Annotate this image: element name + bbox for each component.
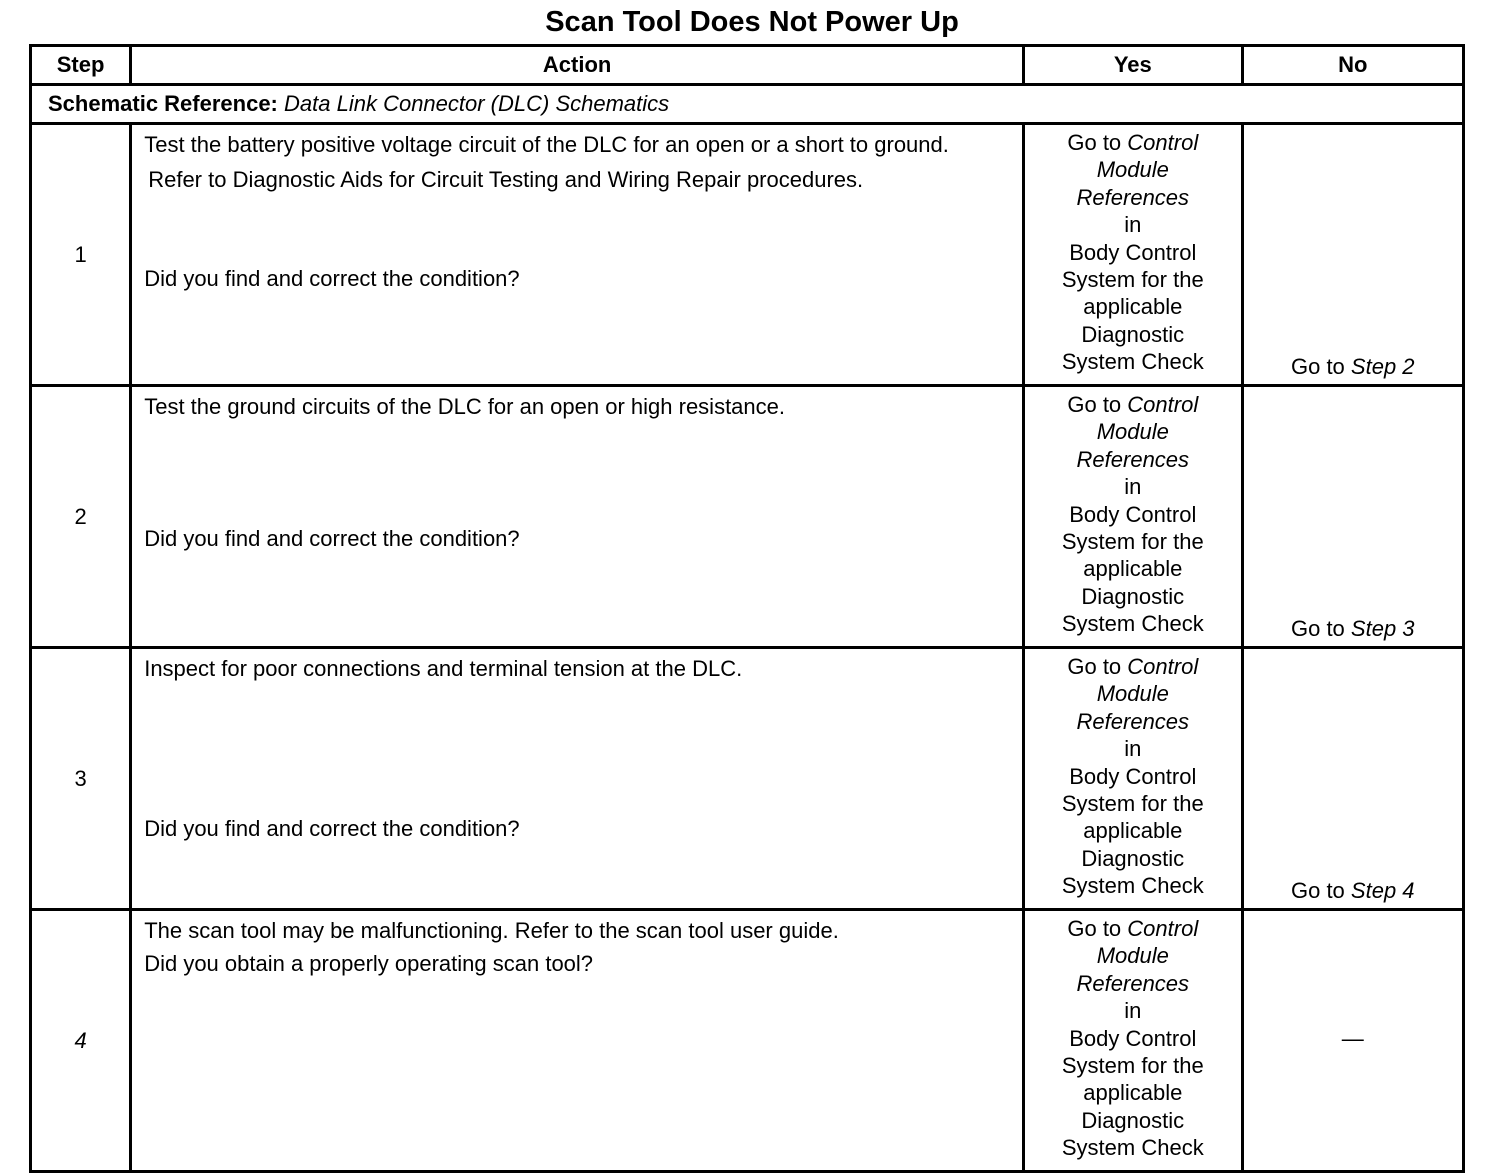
action-question: Did you find and correct the condition?: [144, 816, 520, 841]
yes-system-check: System Check: [1061, 873, 1204, 899]
header-yes: Yes: [1024, 46, 1242, 85]
yes-system-for-the: System for the: [1061, 1053, 1204, 1079]
yes-body-control: Body Control: [1069, 763, 1197, 789]
yes-module-link[interactable]: Module: [1096, 419, 1169, 445]
schematic-label: Schematic Reference:: [48, 91, 278, 116]
yes-body-control: Body Control: [1069, 501, 1197, 527]
action-text: Refer to Diagnostic Aids for Circuit Testing and Wiring Repair procedures.: [148, 167, 864, 192]
yes-control-link[interactable]: Control: [1127, 392, 1199, 417]
yes-module-link[interactable]: Module: [1096, 157, 1169, 183]
yes-applicable: applicable: [1083, 818, 1183, 844]
step-number: 1: [31, 124, 131, 386]
yes-applicable: applicable: [1083, 556, 1183, 582]
yes-system-check: System Check: [1061, 349, 1204, 375]
step-number: 3: [31, 648, 131, 910]
no-step-link[interactable]: Step 2: [1350, 354, 1415, 379]
no-cell: [1242, 648, 1463, 910]
no-dash: —: [1341, 1025, 1364, 1051]
table-row: [31, 386, 1464, 648]
yes-in: in: [1124, 998, 1142, 1024]
yes-system-for-the: System for the: [1061, 529, 1204, 555]
yes-cell: [1024, 386, 1242, 648]
no-step-link[interactable]: Step 4: [1350, 878, 1415, 903]
schematic-reference: [31, 85, 1464, 124]
yes-module-link[interactable]: Module: [1096, 943, 1169, 969]
yes-body-control: Body Control: [1069, 1025, 1197, 1051]
step-number: 2: [31, 386, 131, 648]
yes-system-check: System Check: [1061, 611, 1204, 637]
yes-control-link[interactable]: Control: [1127, 654, 1199, 679]
no-cell: [1242, 124, 1463, 386]
yes-system-for-the: System for the: [1061, 267, 1204, 293]
yes-references-link[interactable]: References: [1076, 708, 1190, 734]
action-cell: [131, 386, 1024, 648]
yes-applicable: applicable: [1083, 294, 1183, 320]
yes-applicable: applicable: [1083, 1080, 1183, 1106]
yes-references-link[interactable]: References: [1076, 184, 1190, 210]
yes-cell: [1024, 124, 1242, 386]
yes-goto: Go to: [1067, 654, 1122, 679]
yes-module-link[interactable]: Module: [1096, 681, 1169, 707]
header-step: Step: [31, 46, 131, 85]
action-text: Inspect for poor connections and terminal tension at the DLC.: [144, 656, 743, 681]
action-question: Did you obtain a properly operating scan tool?: [144, 951, 594, 976]
yes-goto: Go to: [1067, 130, 1122, 155]
yes-diagnostic: Diagnostic: [1081, 583, 1185, 609]
yes-body-control: Body Control: [1069, 239, 1197, 265]
action-text: The scan tool may be malfunctioning. Refer to the scan tool user guide.: [144, 918, 839, 943]
no-step-link[interactable]: Step 3: [1350, 616, 1415, 641]
no-goto: Go to: [1290, 616, 1345, 641]
yes-in: in: [1124, 212, 1142, 238]
no-cell: [1242, 386, 1463, 648]
yes-diagnostic: Diagnostic: [1081, 321, 1185, 347]
action-question: Did you find and correct the condition?: [144, 526, 520, 551]
no-cell: [1242, 910, 1463, 1172]
yes-diagnostic: Diagnostic: [1081, 1107, 1185, 1133]
header-no: No: [1242, 46, 1463, 85]
yes-goto: Go to: [1067, 392, 1122, 417]
table-row: [31, 910, 1464, 1172]
action-text: Test the ground circuits of the DLC for an open or high resistance.: [144, 394, 785, 419]
yes-references-link[interactable]: References: [1076, 446, 1190, 472]
header-action: Action: [131, 46, 1024, 85]
yes-in: in: [1124, 736, 1142, 762]
no-goto: Go to: [1290, 354, 1345, 379]
yes-goto: Go to: [1067, 916, 1122, 941]
schematic-row: [31, 85, 1464, 124]
action-cell: [131, 648, 1024, 910]
table-row: [31, 124, 1464, 386]
action-text: Test the battery positive voltage circuit of the DLC for an open or a short to ground.: [144, 132, 949, 157]
yes-in: in: [1124, 474, 1142, 500]
yes-cell: [1024, 910, 1242, 1172]
table-row: [31, 648, 1464, 910]
action-cell: [131, 124, 1024, 386]
diagnostic-table: [29, 44, 1465, 1173]
yes-references-link[interactable]: References: [1076, 970, 1190, 996]
yes-diagnostic: Diagnostic: [1081, 845, 1185, 871]
yes-control-link[interactable]: Control: [1127, 916, 1199, 941]
yes-system-check: System Check: [1061, 1135, 1204, 1161]
step-number: 4: [31, 910, 131, 1172]
yes-control-link[interactable]: Control: [1127, 130, 1199, 155]
yes-system-for-the: System for the: [1061, 791, 1204, 817]
no-goto: Go to: [1290, 878, 1345, 903]
action-question: Did you find and correct the condition?: [144, 266, 520, 291]
yes-cell: [1024, 648, 1242, 910]
schematic-link[interactable]: Data Link Connector (DLC) Schematics: [284, 91, 670, 116]
action-cell: [131, 910, 1024, 1172]
header-row: [31, 46, 1464, 85]
page-title: Scan Tool Does Not Power Up: [545, 6, 959, 38]
